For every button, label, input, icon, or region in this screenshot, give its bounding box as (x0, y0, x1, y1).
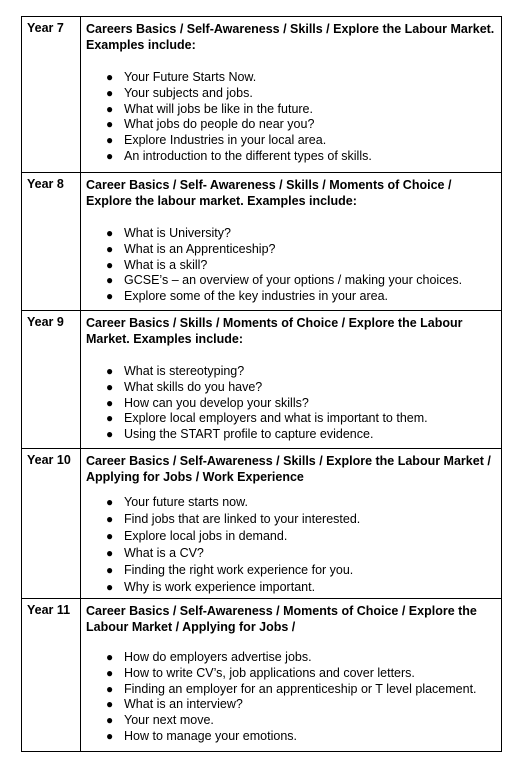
bullet-icon: ● (106, 101, 114, 116)
year-label: Year 11 (22, 599, 81, 752)
list-item (106, 86, 497, 102)
bullet-icon: ● (106, 379, 114, 394)
list-item (106, 273, 497, 289)
list-item-text: Explore some of the key industries in your area. (124, 289, 389, 304)
list-item (106, 427, 497, 443)
bullet-icon: ● (106, 495, 114, 509)
list-item-text: What is stereotyping? (124, 364, 245, 378)
bullet-icon: ● (106, 665, 114, 680)
bullet-icon: ● (106, 364, 114, 378)
list-item-text: What is an Apprenticeship? (124, 241, 276, 256)
list-item (106, 511, 497, 528)
bullet-icon: ● (106, 427, 114, 442)
topic-list (86, 364, 497, 443)
list-item (106, 697, 497, 713)
list-item-text: Your future starts now. (124, 495, 248, 509)
list-item-text: Explore local employers and what is important to them. (124, 411, 428, 426)
bullet-icon: ● (106, 411, 114, 426)
year-label: Year 8 (22, 173, 81, 311)
row-heading: Career Basics / Self- Awareness / Skills / Moments of Choice / Explore the labour market. Examples include: (86, 178, 452, 208)
row-heading: Careers Basics / Self-Awareness / Skills / Explore the Labour Market. Examples include: (86, 22, 495, 52)
row-heading: Career Basics / Skills / Moments of Choice / Explore the Labour Market. Examples include: (86, 316, 463, 346)
list-item-text: How do employers advertise jobs. (124, 650, 312, 664)
row-heading: Career Basics / Self-Awareness / Moments of Choice / Explore the Labour Market / Applying for Jobs / (86, 604, 477, 634)
list-item-text: What jobs do people do near you? (124, 117, 315, 132)
list-item-text: What is an interview? (124, 697, 243, 712)
list-item-text: What skills do you have? (124, 379, 263, 394)
bullet-icon: ● (106, 681, 114, 696)
bullet-icon: ● (106, 289, 114, 304)
bullet-icon: ● (106, 148, 114, 163)
year-content (81, 311, 502, 449)
topic-list (86, 70, 497, 165)
bullet-icon: ● (106, 546, 114, 560)
year-label: Year 7 (22, 17, 81, 173)
bullet-icon: ● (106, 85, 114, 100)
bullet-icon: ● (106, 563, 114, 577)
list-item (106, 494, 497, 511)
list-item-text: Finding the right work experience for you. (124, 563, 354, 577)
list-item (106, 411, 497, 427)
list-item (106, 713, 497, 729)
bullet-icon: ● (106, 117, 114, 132)
list-item (106, 289, 497, 305)
bullet-icon: ● (106, 395, 114, 410)
bullet-icon: ● (106, 529, 114, 543)
topic-list (86, 650, 497, 745)
table-row-year-10 (22, 449, 502, 599)
table-row-year-8 (22, 173, 502, 311)
list-item-text: Why is work experience important. (124, 580, 316, 594)
list-item (106, 380, 497, 396)
list-item (106, 133, 497, 149)
careers-programme-table (21, 16, 502, 752)
list-item-text: GCSE’s – an overview of your options / making your choices. (124, 273, 463, 288)
list-item-text: Your Future Starts Now. (124, 70, 257, 84)
bullet-icon: ● (106, 133, 114, 148)
list-item (106, 729, 497, 745)
list-item (106, 396, 497, 412)
list-item (106, 364, 497, 380)
bullet-icon: ● (106, 257, 114, 272)
list-item (106, 650, 497, 666)
list-item-text: How to write CV’s, job applications and cover letters. (124, 665, 415, 680)
year-content (81, 599, 502, 752)
table-row-year-9 (22, 311, 502, 449)
bullet-icon: ● (106, 728, 114, 743)
list-item-text: Using the START profile to capture evidence. (124, 427, 374, 442)
bullet-icon: ● (106, 713, 114, 728)
list-item-text: How to manage your emotions. (124, 728, 298, 743)
row-heading: Career Basics / Self-Awareness / Skills / Explore the Labour Market / Applying for Jobs / Work Experience (86, 454, 491, 484)
table-body (22, 17, 502, 752)
list-item-text: What is University? (124, 226, 231, 240)
list-item-text: What is a CV? (124, 546, 204, 560)
list-item (106, 545, 497, 562)
list-item-text: Explore local jobs in demand. (124, 529, 288, 543)
list-item (106, 562, 497, 579)
list-item (106, 666, 497, 682)
list-item (106, 242, 497, 258)
bullet-icon: ● (106, 512, 114, 526)
topic-list (86, 494, 497, 596)
bullet-icon: ● (106, 650, 114, 664)
list-item-text: What is a skill? (124, 257, 208, 272)
table-row-year-7 (22, 17, 502, 173)
year-label: Year 10 (22, 449, 81, 599)
year-content (81, 173, 502, 311)
table-row-year-11 (22, 599, 502, 752)
list-item (106, 226, 497, 242)
list-item (106, 70, 497, 86)
bullet-icon: ● (106, 580, 114, 594)
bullet-icon: ● (106, 697, 114, 712)
list-item-text: Your subjects and jobs. (124, 85, 253, 100)
list-item-text: Finding an employer for an apprenticeship or T level placement. (124, 681, 477, 696)
list-item (106, 682, 497, 698)
list-item (106, 258, 497, 274)
list-item-text: Your next move. (124, 713, 214, 728)
topic-list (86, 226, 497, 305)
list-item (106, 149, 497, 165)
year-label: Year 9 (22, 311, 81, 449)
bullet-icon: ● (106, 241, 114, 256)
year-content (81, 17, 502, 173)
bullet-icon: ● (106, 273, 114, 288)
list-item-text: What will jobs be like in the future. (124, 101, 313, 116)
list-item (106, 102, 497, 118)
list-item-text: Find jobs that are linked to your interested. (124, 512, 361, 526)
bullet-icon: ● (106, 70, 114, 84)
list-item-text: Explore Industries in your local area. (124, 133, 327, 148)
year-content (81, 449, 502, 599)
list-item (106, 528, 497, 545)
list-item (106, 117, 497, 133)
list-item-text: An introduction to the different types of skills. (124, 148, 372, 163)
bullet-icon: ● (106, 226, 114, 240)
list-item-text: How can you develop your skills? (124, 395, 309, 410)
list-item (106, 579, 497, 596)
